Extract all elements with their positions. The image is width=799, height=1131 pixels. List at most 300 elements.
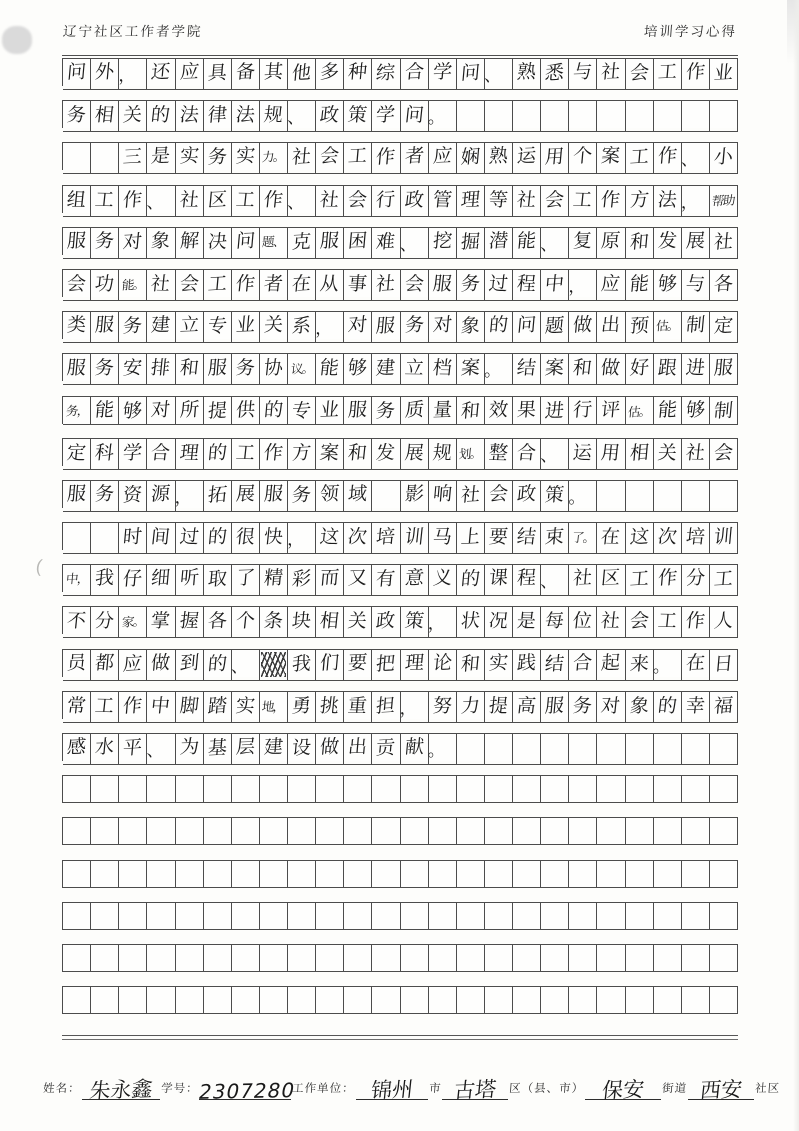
grid-cell: 服 <box>710 353 738 385</box>
grid-cell: 管 <box>429 185 457 217</box>
grid-cell <box>372 944 400 972</box>
grid-cell <box>654 100 682 132</box>
grid-cell <box>485 733 513 765</box>
grid-cell: 专 <box>204 311 232 343</box>
grid-cell <box>569 944 597 972</box>
grid-cell <box>204 775 232 803</box>
grid-cell <box>63 902 91 930</box>
grid-cell <box>626 986 654 1014</box>
grid-cell <box>541 944 569 972</box>
grid-cell <box>232 986 260 1014</box>
grid-cell: 悉 <box>541 58 569 90</box>
grid-cell <box>119 902 147 930</box>
grid-cell: 分 <box>682 564 710 596</box>
grid-cell: 过 <box>485 269 513 301</box>
manuscript-grid <box>62 55 738 1028</box>
grid-cell: 到 <box>176 649 204 681</box>
grid-cell <box>485 775 513 803</box>
grid-cell: 彩 <box>288 564 316 596</box>
grid-cell <box>429 817 457 845</box>
grid-cell: 会 <box>626 58 654 90</box>
grid-cell <box>710 986 738 1014</box>
grid-cell: 定 <box>710 311 738 343</box>
grid-cell: 高 <box>513 691 541 723</box>
grid-cell: 立 <box>401 353 429 385</box>
grid-cell: 了。 <box>569 522 597 554</box>
grid-cell: 各 <box>710 269 738 301</box>
grid-cell: 握 <box>176 606 204 638</box>
grid-cell <box>204 860 232 888</box>
grid-cell: 务 <box>63 100 91 132</box>
grid-cell: 家。 <box>119 606 147 638</box>
grid-cell: 影 <box>401 480 429 512</box>
work-unit-label: 工作单位： <box>291 1081 356 1095</box>
grid-cell: 运 <box>513 142 541 174</box>
grid-cell <box>485 100 513 132</box>
grid-cell <box>344 902 372 930</box>
grid-cell <box>91 986 119 1014</box>
grid-row <box>62 353 738 381</box>
grid-cell <box>485 986 513 1014</box>
grid-cell <box>288 775 316 803</box>
grid-cell: 又 <box>344 564 372 596</box>
grid-cell <box>401 775 429 803</box>
grid-cell: ， <box>119 58 147 90</box>
grid-cell: 问 <box>513 311 541 343</box>
grid-cell: 会 <box>710 438 738 470</box>
grid-cell: 议。 <box>288 353 316 385</box>
grid-cell: 务 <box>372 396 400 425</box>
grid-cell: 评 <box>597 396 625 425</box>
grid-cell: 档 <box>429 353 457 385</box>
grid-cell: 域 <box>344 480 372 512</box>
grid-cell <box>513 100 541 132</box>
grid-cell: 熟 <box>485 142 513 174</box>
grid-cell <box>541 100 569 132</box>
grid-cell: 能 <box>316 353 344 385</box>
grid-cell: 社 <box>513 185 541 217</box>
grid-cell <box>176 986 204 1014</box>
grid-cell <box>119 944 147 972</box>
grid-cell: 中 <box>541 269 569 301</box>
grid-cell: 社 <box>316 185 344 217</box>
grid-cell <box>429 986 457 1014</box>
grid-cell: 做 <box>147 649 175 681</box>
grid-cell: 、 <box>485 58 513 90</box>
grid-cell: 分 <box>91 606 119 638</box>
grid-cell: 发 <box>372 438 400 470</box>
grid-cell <box>316 944 344 972</box>
grid-cell: 间 <box>147 522 175 554</box>
grid-cell: 的 <box>485 311 513 343</box>
grid-cell <box>682 480 710 512</box>
grid-cell <box>91 522 119 554</box>
grid-row <box>62 733 738 761</box>
grid-cell: 复 <box>569 227 597 259</box>
grid-cell: 原 <box>597 227 625 259</box>
grid-cell <box>654 733 682 765</box>
grid-cell <box>288 902 316 930</box>
grid-cell: 法 <box>232 100 260 132</box>
grid-cell <box>654 860 682 888</box>
grid-cell: 作 <box>654 564 682 596</box>
grid-row <box>62 986 738 1014</box>
grid-cell: ， <box>569 269 597 301</box>
grid-cell <box>513 986 541 1014</box>
grid-cell <box>429 860 457 888</box>
grid-cell <box>91 142 119 174</box>
grid-cell <box>344 817 372 845</box>
grid-cell: 、 <box>401 227 429 259</box>
grid-cell: 等 <box>485 185 513 217</box>
grid-cell: 在 <box>288 269 316 301</box>
grid-cell: 业 <box>710 58 738 90</box>
grid-cell: 的 <box>260 396 288 425</box>
grid-cell <box>147 902 175 930</box>
grid-cell: 对 <box>429 311 457 343</box>
grid-cell: 供 <box>232 396 260 425</box>
grid-cell: 法 <box>654 185 682 217</box>
grid-cell <box>710 860 738 888</box>
grid-cell: 综 <box>372 58 400 90</box>
footer-form-line <box>42 1058 788 1104</box>
grid-cell: 的 <box>147 100 175 132</box>
grid-cell: 区 <box>597 564 625 596</box>
grid-cell: 的 <box>204 649 232 681</box>
grid-cell: 服 <box>63 480 91 512</box>
grid-cell: 做 <box>597 353 625 385</box>
grid-cell: 够 <box>654 269 682 301</box>
grid-cell: 会 <box>401 269 429 301</box>
grid-cell: ， <box>682 185 710 217</box>
grid-cell: 服 <box>91 311 119 343</box>
grid-cell: 作 <box>597 185 625 217</box>
grid-cell: 提 <box>204 396 232 425</box>
grid-cell <box>260 902 288 930</box>
grid-cell: 培 <box>372 522 400 554</box>
grid-cell <box>204 986 232 1014</box>
grid-cell: 熟 <box>513 58 541 90</box>
name-field <box>82 1069 160 1104</box>
grid-cell: 关 <box>344 606 372 638</box>
grid-cell <box>176 775 204 803</box>
name-value: 朱永鑫 <box>87 1076 154 1104</box>
grid-cell: 人 <box>710 606 738 638</box>
grid-cell: 帮助 <box>710 185 738 217</box>
grid-cell: 具 <box>204 58 232 90</box>
grid-cell: 务 <box>457 269 485 301</box>
grid-cell: 和 <box>176 353 204 385</box>
grid-cell: 功 <box>91 269 119 301</box>
grid-cell: 、 <box>541 227 569 259</box>
grid-cell <box>626 902 654 930</box>
grid-cell: 务 <box>569 691 597 723</box>
grid-cell <box>288 817 316 845</box>
grid-cell: 做 <box>569 311 597 343</box>
grid-cell: 者 <box>401 142 429 174</box>
grid-cell <box>260 860 288 888</box>
grid-cell: 克 <box>288 227 316 259</box>
grid-cell <box>485 860 513 888</box>
grid-cell: 备 <box>232 58 260 90</box>
grid-cell: 业 <box>232 311 260 343</box>
grid-cell <box>372 986 400 1014</box>
grid-cell: 福 <box>710 691 738 723</box>
grid-cell: 细 <box>147 564 175 596</box>
grid-cell <box>710 817 738 845</box>
grid-cell: 社 <box>597 58 625 90</box>
scan-smudge <box>2 26 32 54</box>
grid-cell: 和 <box>626 227 654 259</box>
grid-cell: 所 <box>176 396 204 425</box>
grid-cell: 基 <box>204 733 232 765</box>
grid-cell: 关 <box>260 311 288 343</box>
grid-cell: 出 <box>597 311 625 343</box>
grid-cell: 与 <box>569 58 597 90</box>
document-title: 培训学习心得 <box>643 24 738 40</box>
grid-cell: 题 <box>541 311 569 343</box>
grid-cell <box>597 100 625 132</box>
grid-cell: 意 <box>401 564 429 596</box>
grid-cell: 对 <box>344 311 372 343</box>
grid-cell: 。 <box>485 353 513 385</box>
grid-cell: 精 <box>260 564 288 596</box>
grid-cell <box>485 817 513 845</box>
grid-cell: 是 <box>513 606 541 638</box>
street-value: 保安 <box>600 1077 646 1103</box>
grid-cell: 问 <box>401 100 429 132</box>
grid-cell <box>119 775 147 803</box>
grid-cell <box>569 902 597 930</box>
grid-row <box>62 438 738 466</box>
grid-cell: 对 <box>147 396 175 425</box>
grid-cell: 而 <box>316 564 344 596</box>
grid-cell: 好 <box>626 353 654 385</box>
grid-cell: 挑 <box>316 691 344 723</box>
student-id-value: 2307280 <box>196 1078 298 1104</box>
grid-cell: 作 <box>119 185 147 217</box>
grid-cell: 工 <box>344 142 372 174</box>
grid-cell: 仔 <box>119 564 147 596</box>
grid-cell: 作 <box>119 691 147 723</box>
grid-cell: 社 <box>457 480 485 512</box>
student-id-field <box>196 1069 298 1104</box>
city-value: 锦州 <box>369 1077 414 1103</box>
grid-cell: 社 <box>147 269 175 301</box>
grid-cell: 小 <box>710 142 738 174</box>
grid-row <box>62 100 738 128</box>
grid-cell: 问 <box>457 58 485 90</box>
grid-cell: 相 <box>626 438 654 470</box>
grid-cell: 进 <box>541 396 569 425</box>
grid-cell: 够 <box>682 396 710 425</box>
grid-cell: 务 <box>91 227 119 259</box>
grid-cell <box>710 944 738 972</box>
grid-cell: 务 <box>91 353 119 385</box>
grid-cell: 服 <box>63 227 91 259</box>
grid-cell: 很 <box>232 522 260 554</box>
grid-cell <box>63 817 91 845</box>
grid-row <box>62 564 738 592</box>
grid-row <box>62 775 738 803</box>
grid-cell: 为 <box>176 733 204 765</box>
grid-cell <box>485 944 513 972</box>
grid-cell: 贡 <box>372 733 400 765</box>
grid-cell <box>654 902 682 930</box>
grid-cell: 和 <box>344 438 372 470</box>
grid-cell <box>401 902 429 930</box>
grid-cell <box>344 986 372 1014</box>
grid-cell <box>63 142 91 174</box>
grid-cell: 策 <box>401 606 429 638</box>
grid-cell <box>63 944 91 972</box>
grid-cell <box>232 860 260 888</box>
grid-cell <box>597 480 625 512</box>
grid-cell: 会 <box>541 185 569 217</box>
grid-cell: 工 <box>91 691 119 723</box>
grid-cell: 资 <box>119 480 147 512</box>
grid-cell: 。 <box>654 649 682 681</box>
grid-cell: 员 <box>63 649 91 681</box>
grid-cell: 务 <box>401 311 429 343</box>
grid-cell: 科 <box>91 438 119 470</box>
grid-cell: 应 <box>429 142 457 174</box>
grid-cell: 作 <box>232 269 260 301</box>
grid-cell: 这 <box>316 522 344 554</box>
grid-cell <box>147 775 175 803</box>
grid-cell: 策 <box>541 480 569 512</box>
grid-cell: 课 <box>485 564 513 596</box>
grid-cell <box>232 817 260 845</box>
grid-cell: 挖 <box>429 227 457 259</box>
grid-cell <box>569 860 597 888</box>
grid-cell: 合 <box>147 438 175 470</box>
grid-cell: 相 <box>91 100 119 132</box>
grid-cell: 政 <box>372 606 400 638</box>
grid-cell <box>91 817 119 845</box>
grid-cell <box>63 775 91 803</box>
grid-cell <box>204 817 232 845</box>
grid-cell <box>597 986 625 1014</box>
grid-cell <box>344 860 372 888</box>
grid-cell <box>569 100 597 132</box>
grid-cell <box>457 902 485 930</box>
grid-cell: 质 <box>401 396 429 425</box>
grid-cell: 作 <box>372 142 400 174</box>
grid-cell: 服 <box>344 396 372 425</box>
grid-cell: 献 <box>401 733 429 765</box>
grid-cell: 者 <box>260 269 288 301</box>
grid-cell: 做 <box>316 733 344 765</box>
grid-cell: 娴 <box>457 142 485 174</box>
grid-cell: 训 <box>401 522 429 554</box>
grid-cell: 地， <box>260 691 288 723</box>
grid-cell: 案 <box>457 353 485 385</box>
grid-cell <box>316 775 344 803</box>
grid-cell: 会 <box>316 142 344 174</box>
grid-cell: 结 <box>513 522 541 554</box>
grid-cell <box>401 944 429 972</box>
grid-cell: 服 <box>260 480 288 512</box>
grid-cell: 的 <box>204 522 232 554</box>
grid-cell: 象 <box>626 691 654 723</box>
grid-cell <box>344 775 372 803</box>
grid-row <box>62 902 738 930</box>
grid-cell: 、 <box>541 564 569 596</box>
grid-cell: 够 <box>119 396 147 425</box>
grid-cell: 种 <box>344 58 372 90</box>
grid-cell: 务 <box>288 480 316 512</box>
grid-cell: 能 <box>91 396 119 425</box>
grid-cell: 实 <box>176 142 204 174</box>
grid-cell: 组 <box>63 185 91 217</box>
grid-cell: 案 <box>541 353 569 385</box>
page-header <box>62 20 737 40</box>
grid-cell <box>429 944 457 972</box>
grid-cell: 案 <box>597 142 625 174</box>
grid-cell <box>232 944 260 972</box>
grid-row <box>62 227 738 255</box>
grid-cell: 政 <box>401 185 429 217</box>
grid-row <box>62 649 738 677</box>
grid-cell <box>401 986 429 1014</box>
grid-cell <box>372 775 400 803</box>
grid-cell: 效 <box>485 396 513 425</box>
grid-cell: 水 <box>91 733 119 765</box>
grid-cell: 安 <box>119 353 147 385</box>
grid-cell <box>457 944 485 972</box>
grid-cell: 务， <box>63 396 91 425</box>
grid-cell: 务 <box>119 311 147 343</box>
grid-cell: 会 <box>176 269 204 301</box>
grid-cell: 从 <box>316 269 344 301</box>
grid-cell <box>626 817 654 845</box>
street-field <box>585 1069 661 1103</box>
grid-cell <box>654 986 682 1014</box>
grid-cell <box>176 902 204 930</box>
grid-cell <box>457 775 485 803</box>
grid-cell: 系 <box>288 311 316 343</box>
grid-cell: 作 <box>682 58 710 90</box>
grid-cell: 在 <box>682 649 710 681</box>
grid-cell: 能。 <box>119 269 147 301</box>
grid-cell: 、 <box>541 438 569 470</box>
grid-cell <box>91 944 119 972</box>
grid-cell <box>654 817 682 845</box>
grid-cell <box>401 860 429 888</box>
grid-cell: 程 <box>513 269 541 301</box>
grid-cell: 定 <box>63 438 91 470</box>
grid-cell: 应 <box>597 269 625 301</box>
grid-cell <box>597 944 625 972</box>
grid-cell: 问 <box>232 227 260 259</box>
scan-edge-shadow <box>793 0 799 1131</box>
grid-cell: 掌 <box>147 606 175 638</box>
grid-cell: 勇 <box>288 691 316 723</box>
grid-row <box>62 396 738 424</box>
grid-cell <box>682 733 710 765</box>
grid-cell <box>597 775 625 803</box>
grid-cell <box>147 944 175 972</box>
grid-cell: 会 <box>485 480 513 512</box>
grid-cell: 展 <box>682 227 710 259</box>
grid-cell <box>401 817 429 845</box>
community-suffix-label: 社区 <box>754 1081 781 1095</box>
grid-cell: 次 <box>344 522 372 554</box>
grid-cell <box>710 775 738 803</box>
grid-cell <box>513 860 541 888</box>
grid-cell: 他 <box>288 58 316 90</box>
